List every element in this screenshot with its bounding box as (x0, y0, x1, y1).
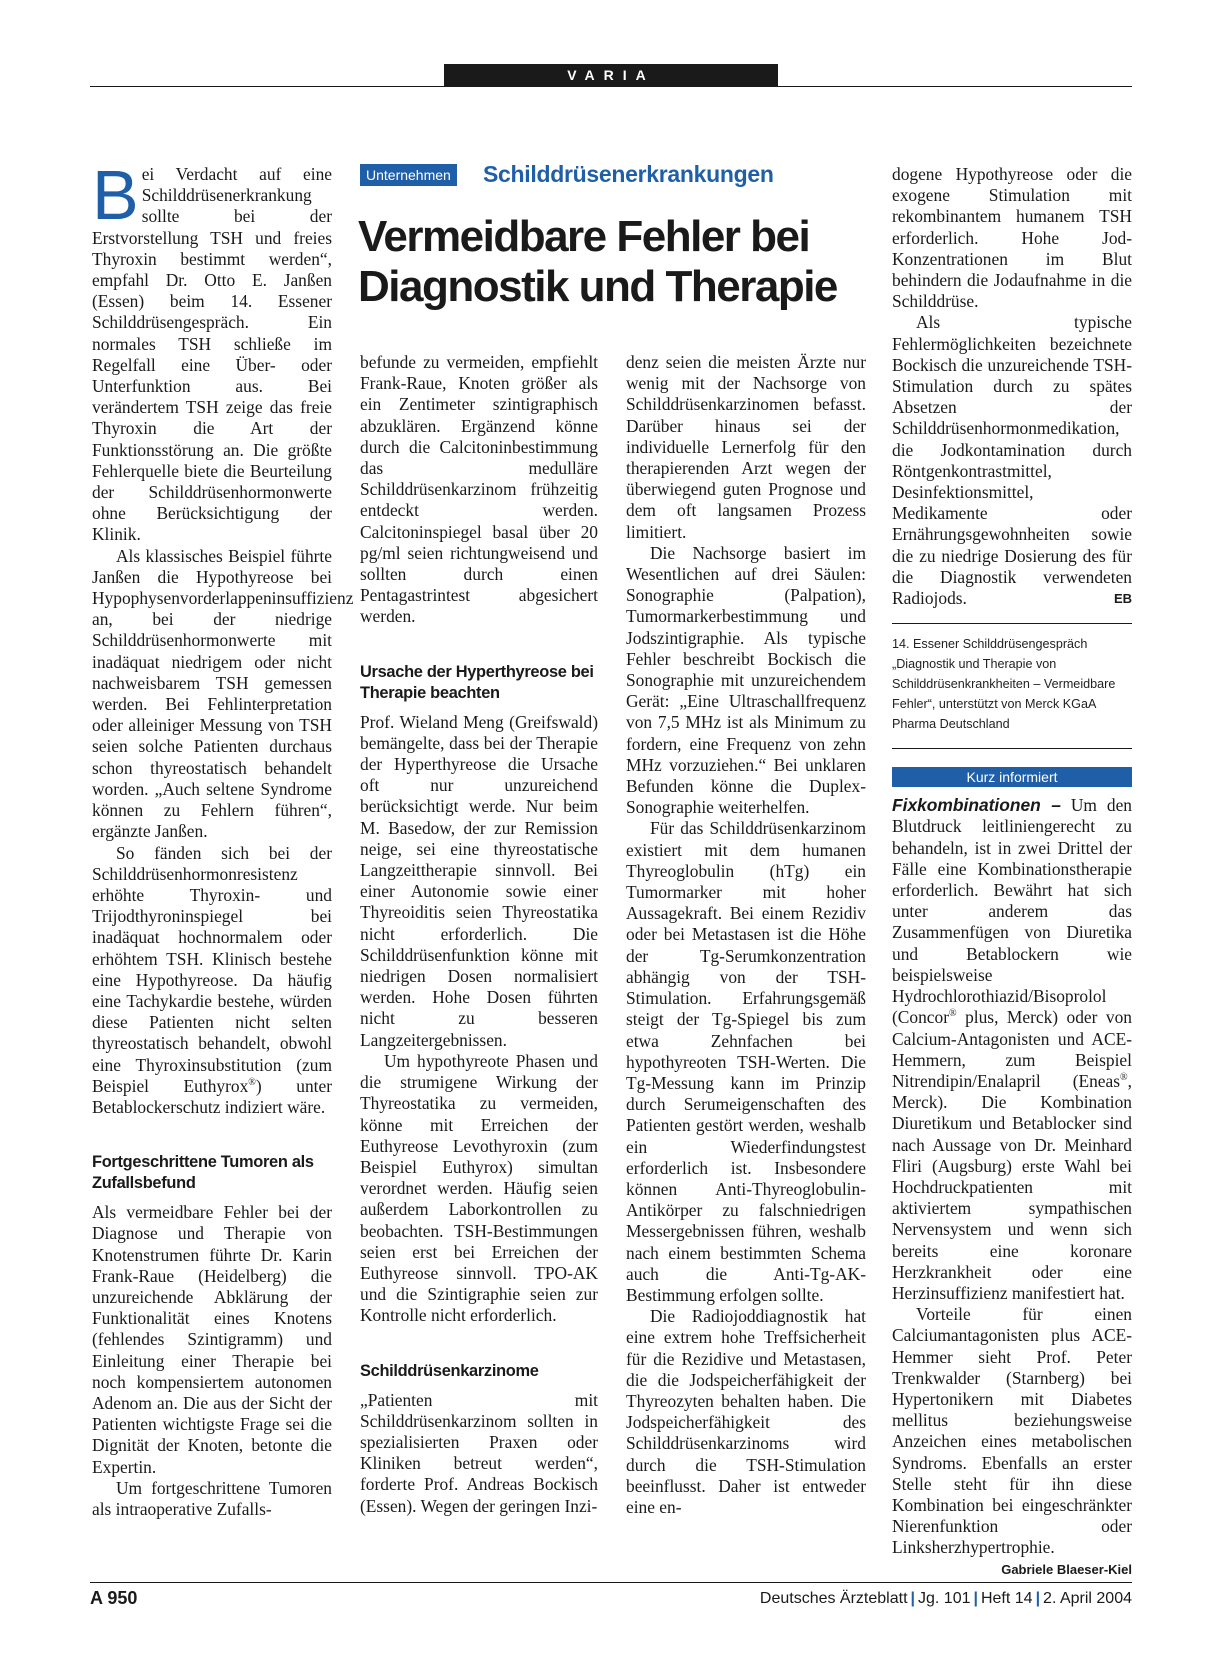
registered-mark: ® (1120, 1072, 1128, 1084)
journal-name: Deutsches Ärzteblatt (759, 1590, 908, 1607)
journal-info (760, 1590, 1132, 1608)
paragraph-text: plus, Merck) oder von Calcium-Antagonisten und ACE-Hemmern, zum Beispiel Nitrendipin/Enalapril (Eneas (892, 1007, 1132, 1091)
headline-line-2: Diagnostik und Therapie (358, 262, 837, 311)
registered-mark: ® (949, 1008, 957, 1020)
author-name: Gabriele Blaeser-Kiel (1001, 1561, 1132, 1577)
journal-volume: Jg. 101 (918, 1590, 971, 1607)
paragraph: dogene Hypothyreose oder die exogene Stimulation mit rekombinantem humanem TSH erforderlich. Hohe Jod-Konzentrationen im Blut behindern die Jodaufnahme in die Schilddrüse. (892, 164, 1132, 312)
separator: | (1035, 1590, 1041, 1607)
column-2 (360, 352, 598, 1517)
paragraph-text: So fänden sich bei der Schilddrüsenhormonresistenz erhöhte Thyroxin- und Trijodthyroninspiegel bei inadäquat hochnormalem oder erhöhtem TSH. Klinisch bestehe eine Hypothyreose. Da häufig eine Tachykardie bestehe, würden diese Patienten nicht selten thyreostatisch behandelt, obwohl eine Thyroxinsubstitution (zum Beispiel Euthyrox (92, 842, 332, 1096)
column-4 (892, 164, 1132, 1580)
paragraph: Die Radiojoddiagnostik hat eine extrem hohe Treffsicherheit für die Rezidive und Metastasen, die die Jodspeicherfähigkeit der Thyreozyten behalten haben. Die Jodspeicherfähigkeit des Schilddrüsenkarzinoms wird durch die TSH-Stimulation beeinflusst. Daher ist entweder eine en- (626, 1306, 866, 1517)
paragraph (892, 795, 1132, 1304)
journal-issue: Heft 14 (980, 1590, 1033, 1607)
paragraph (892, 312, 1132, 609)
paragraph-text: ) unter Betablockerschutz indiziert wäre. (92, 1075, 332, 1117)
paragraph: Die Nachsorge basiert im Wesentlichen auf drei Säulen: Sonographie (Palpation), Tumormarkerbestimmung und Jodszintigraphie. Als typische Fehler beschreibt Bockisch die Sonographie mit unzureichendem Gerät: „Eine Ultraschallfrequenz von 7,5 MHz ist als Minimum zu fordern, eine Frequenz von zehn MHz vorzuziehen.“ Bei unklaren Befunden könne die Duplex-Sonographie weiterhelfen. (626, 542, 866, 818)
divider (892, 748, 1132, 749)
paragraph: Als vermeidbare Fehler bei der Diagnose und Therapie von Knotenstrumen führte Dr. Karin Frank-Raue (Heidelberg) die unzureichende Abklärung der Funktionalität eines Knotens (fehlendes Szintigramm) und Einleitung einer Therapie bei noch kompensiertem autonomen Adenom an. Die aus der Sicht der Patienten wichtigste Frage sei die Dignität der Knoten, betonte die Expertin. (92, 1202, 332, 1477)
paragraph: befunde zu vermeiden, empfiehlt Frank-Raue, Knoten größer als ein Zentimeter szintigraphisch abzuklären. Ergänzend könne durch die Calcitoninbestimmung das medulläre Schilddrüsenkarzinom frühzeitig entdeckt werden. Calcitoninspiegel basal über 20 pg/ml seien richtungweisend und sollten durch einen Pentagastrintest abgesichert werden. (360, 352, 598, 627)
drop-cap: B (92, 156, 139, 234)
box-lead: Fixkombinationen – (892, 795, 1061, 816)
paragraph-text: , Merck). Die Kombination Diuretikum und Betablocker sind nach Aussage von Dr. Meinhard Fliri (Augsburg) erste Wahl bei Hochdruckpatienten mit aktiviertem sympathischen Nervensystem und wenn sich bereits eine koronare Herzkrankheit oder eine Herzinsuffizienz manifestiert hat. (892, 1070, 1132, 1303)
separator: | (973, 1590, 978, 1607)
page-number: A 950 (90, 1588, 138, 1608)
paragraph: Um fortgeschrittene Tumoren als intraoperative Zufalls- (92, 1477, 332, 1519)
paragraph: denz seien die meisten Ärzte nur wenig mit der Nachsorge von Schilddrüsenkarzinomen befasst. Darüber hinaus sei der individuelle Lernerfolg für den therapierenden Arzt wegen der überwiegend guten Prognose und dem oft langsamen Prozess limitiert. (626, 352, 866, 542)
article-headline (358, 212, 878, 312)
event-footnote: 14. Essener Schilddrüsengespräch „Diagnostik und Therapie von Schilddrüsenkrankheiten – Vermeidbare Fehler“, unterstützt von Merck KGaA Pharma Deutschland (892, 623, 1132, 734)
category-tag: Unternehmen (360, 164, 457, 186)
paragraph: Um hypothyreote Phasen und die strumigene Wirkung der Thyreostatika zu vermeiden, könne mit Erreichen der Euthyreose Levothyroxin (zum Beispiel Euthyrox) simultan verordnet werden. Häufig seien außerdem Laborkontrollen zu beobachten. TSH-Bestimmungen seien erst bei Erreichen der Euthyreose sinnvoll. TPO-AK und die Szintigraphie seien zur Kontrolle nicht erforderlich. (360, 1050, 598, 1326)
paragraph-text: Als typische Fehlermöglichkeiten bezeichnete Bockisch die unzureichende TSH-Stimulation durch zu spätes Absetzen der Schilddrüsenhormonmedikation, die Jodkontamination durch Röntgenkontrastmittel, Desinfektionsmittel, Medikamente oder Ernährungsgewohnheiten sowie die zu niedrige Dosierung des für die Diagnostik verwendeten Radiojods. (892, 312, 1132, 609)
paragraph (92, 156, 332, 546)
paragraph: Prof. Wieland Meng (Greifswald) bemängelte, dass bei der Therapie der Hyperthyreose die Ursache oft nur unzureichend berücksichtigt werde. Nur beim M. Basedow, der zur Remission neige, sei eine thyreostatische Langzeittherapie sinnvoll. Bei einer Autonomie sowie einer Thyreoiditis seien Thyreostatika nicht erforderlich. Die Schilddrüsenfunktion könne mit niedrigen Dosen normalisiert werden. Hohe Dosen führten nicht zu besseren Langzeitergebnissen. (360, 711, 598, 1050)
box-header: Kurz informiert (892, 767, 1132, 787)
paragraph-text: ei Verdacht auf eine Schilddrüsenerkrankung sollte bei der Erstvorstellung TSH und freies Thyroxin bestimmt werden“, empfahl Dr. Otto E. Janßen (Essen) beim 14. Essener Schilddrüsengespräch. Ein normales TSH schließe im Regelfall eine Über- oder Unterfunktion aus. Bei verändertem TSH zeige das freie Thyroxin die Art der Funktionsstörung an. Die größte Fehlerquelle biete die Beurteilung der Schilddrüsenhormonwerte ohne Berücksichtigung der Klinik. (92, 164, 332, 545)
author-initials: EB (1113, 591, 1132, 607)
paragraph (92, 843, 332, 1119)
footer-rule (90, 1582, 1132, 1583)
paragraph: Für das Schilddrüsenkarzinom existiert mit dem humanen Thyreoglobulin (hTg) ein Tumormarker mit hoher Aussagekraft. Bei einem Rezidiv oder bei Metastasen ist die Höhe der Tg-Serumkonzentration abhängig von der TSH-Stimulation. Erfahrungsgemäß steigt der Tg-Spiegel bis zum etwa Zehnfachen bei hypothyreoten TSH-Werten. Die Tg-Messung kann im Prinzip durch Serumeigenschaften des Patienten gestört werden, weshalb ein Wiederfindungstest erforderlich ist. Insbesondere können Anti-Thyreoglobulin-Antikörper zu falschniedrigen Messergebnissen führen, weshalb nach einem bestimmten Schema auch die Anti-Tg-AK-Bestimmung erfolgen sollte. (626, 818, 866, 1305)
paragraph (892, 1304, 1132, 1577)
subheading: Schilddrüsenkarzinome (360, 1361, 539, 1380)
header-rule (90, 86, 1132, 87)
journal-date: 2. April 2004 (1043, 1590, 1132, 1607)
paragraph: Als klassisches Beispiel führte Janßen die Hypothyreose bei Hypophysenvorderlappeninsuffizienz an, bei der niedrige Schilddrüsenhormonwerte mit inadäquat niedrigem oder nicht nachweisbarem TSH gemessen werden. Bei Fehlinterpretation oder alleiniger Messung von TSH seien solche Patienten durchaus schon thyreostatisch behandelt worden. „Auch seltene Syndrome können zu Fehlern führen“, ergänzte Janßen. (92, 545, 354, 842)
separator: | (910, 1590, 915, 1607)
registered-mark: ® (248, 1076, 256, 1088)
subheading: Fortgeschrittene Tumoren als Zufallsbefund (92, 1153, 314, 1193)
column-3 (626, 352, 866, 1518)
subheading: Ursache der Hyperthyreose bei Therapie beachten (360, 662, 594, 702)
paragraph: „Patienten mit Schilddrüsenkarzinom sollten in spezialisierten Praxen oder Kliniken betreut werden“, forderte Prof. Andreas Bockisch (Essen). Wegen der geringen Inzi- (360, 1389, 598, 1516)
section-header: VARIA (444, 64, 778, 86)
paragraph-text: Um den Blutdruck leitliniengerecht zu behandeln, ist in zwei Drittel der Fälle eine Kombinationstherapie erforderlich. Bewährt hat sich unter anderem das Zusammenfügen von Diuretika und Betablockern wie beispielsweise Hydrochlorothiazid/Bisoprolol (Concor (892, 795, 1132, 1028)
article-kicker: Schilddrüsenerkrankungen (483, 161, 774, 187)
paragraph-text: Vorteile für einen Calciumantagonisten plus ACE-Hemmer sieht Prof. Peter Trenkwalder (Starnberg) bei Hypertonikern mit Diabetes mellitus beziehungsweise Anzeichen eines metabolischen Syndroms. Ebenfalls an erster Stelle steht für ihn diese Kombination bei eingeschränkter Nierenfunktion oder Linksherzhypertrophie. (892, 1304, 1132, 1558)
headline-line-1: Vermeidbare Fehler bei (358, 212, 810, 261)
column-1 (92, 156, 354, 1520)
